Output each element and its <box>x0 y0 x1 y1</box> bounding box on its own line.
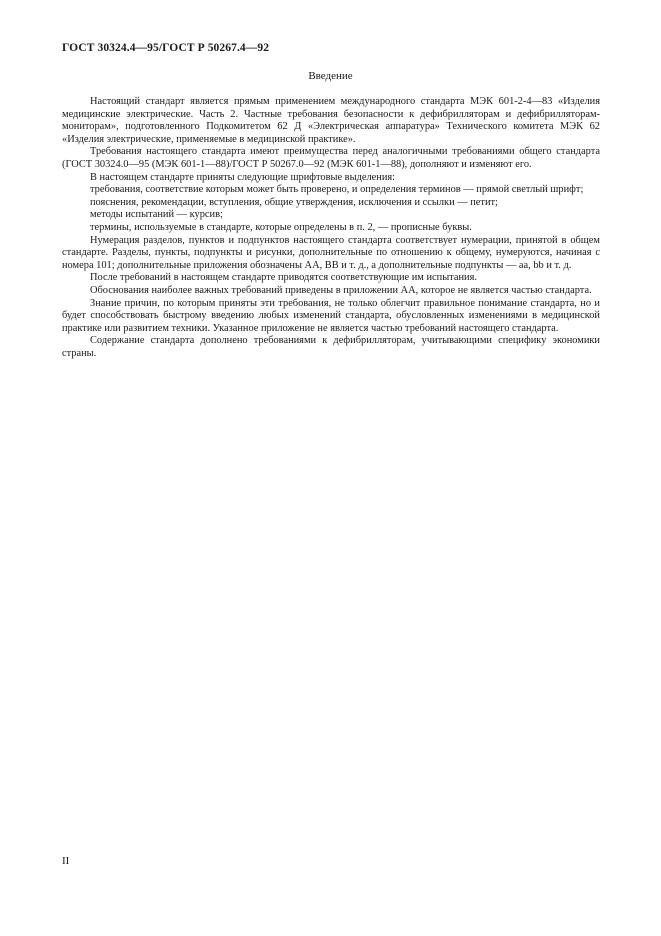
paragraph-font-notes: пояснения, рекомендации, вступления, общие утверждения, исключения и ссылки — петит; <box>90 196 498 208</box>
paragraph-rationale-purpose: Знание причин, по которым приняты эти требования, не только облегчит правильное понимание стандарта, но и будет способствовать быстрому введению любых изменений стандарта, обусловленных изменениями в медицинской практике или развитием техники. Указанное приложение не является частью требований настоящего стандарта. <box>62 297 600 334</box>
paragraph-numbering: Нумерация разделов, пунктов и подпунктов настоящего стандарта соответствует нумерации, принятой в общем стандарте. Разделы, пункты, подпункты и рисунки, дополнительные по отношению к общему, нумеруются, начиная с номера 101; дополнительные приложения обозначены АА, ВВ и т. д., а дополнительные подпункты — аа, bb и т. д. <box>62 234 600 271</box>
paragraph-font-requirements: требования, соответствие которым может быть проверено, и определения терминов — прямой светлый шрифт; <box>90 184 584 196</box>
paragraph-precedence: Требования настоящего стандарта имеют преимущества перед аналогичными требованиями общего стандарта (ГОСТ 30324.0—95 (МЭК 601-1—88)/ГОСТ Р 50267.0—92 (МЭК 601-1—88), дополняют и изменяют его. <box>62 146 600 170</box>
page-header: ГОСТ 30324.4—95/ГОСТ Р 50267.4—92 <box>62 42 270 54</box>
paragraph-fonts-intro: В настоящем стандарте приняты следующие шрифтовые выделения: <box>90 171 396 183</box>
paragraph-supplement: Содержание стандарта дополнено требованиями к дефибрилляторам, учитывающими специфику экономики страны. <box>62 335 600 359</box>
body-text <box>62 96 600 360</box>
paragraph-rationale: Обоснования наиболее важных требований приведены в приложении АА, которое не является частью стандарта. <box>90 284 592 296</box>
section-title: Введение <box>308 70 353 82</box>
paragraph-scope: Настоящий стандарт является прямым применением международного стандарта МЭК 601-2-4—83 «Изделия медицинские электрические. Часть 2. Частные требования безопасности к дефибрилляторам и дефибрилляторам-мониторам», подготовленного Подкомитетом 62 Д «Электрическая аппаратура» Технического комитета МЭК 62 «Изделия электрические, применяемые в медицинской практике». <box>62 96 600 145</box>
paragraph-tests: После требований в настоящем стандарте приводятся соответствующие им испытания. <box>90 272 477 284</box>
page-number: II <box>62 855 70 867</box>
paragraph-font-terms: термины, используемые в стандарте, которые определены в п. 2, — прописные буквы. <box>90 221 472 233</box>
paragraph-font-test-methods: методы испытаний — курсив; <box>90 209 223 221</box>
